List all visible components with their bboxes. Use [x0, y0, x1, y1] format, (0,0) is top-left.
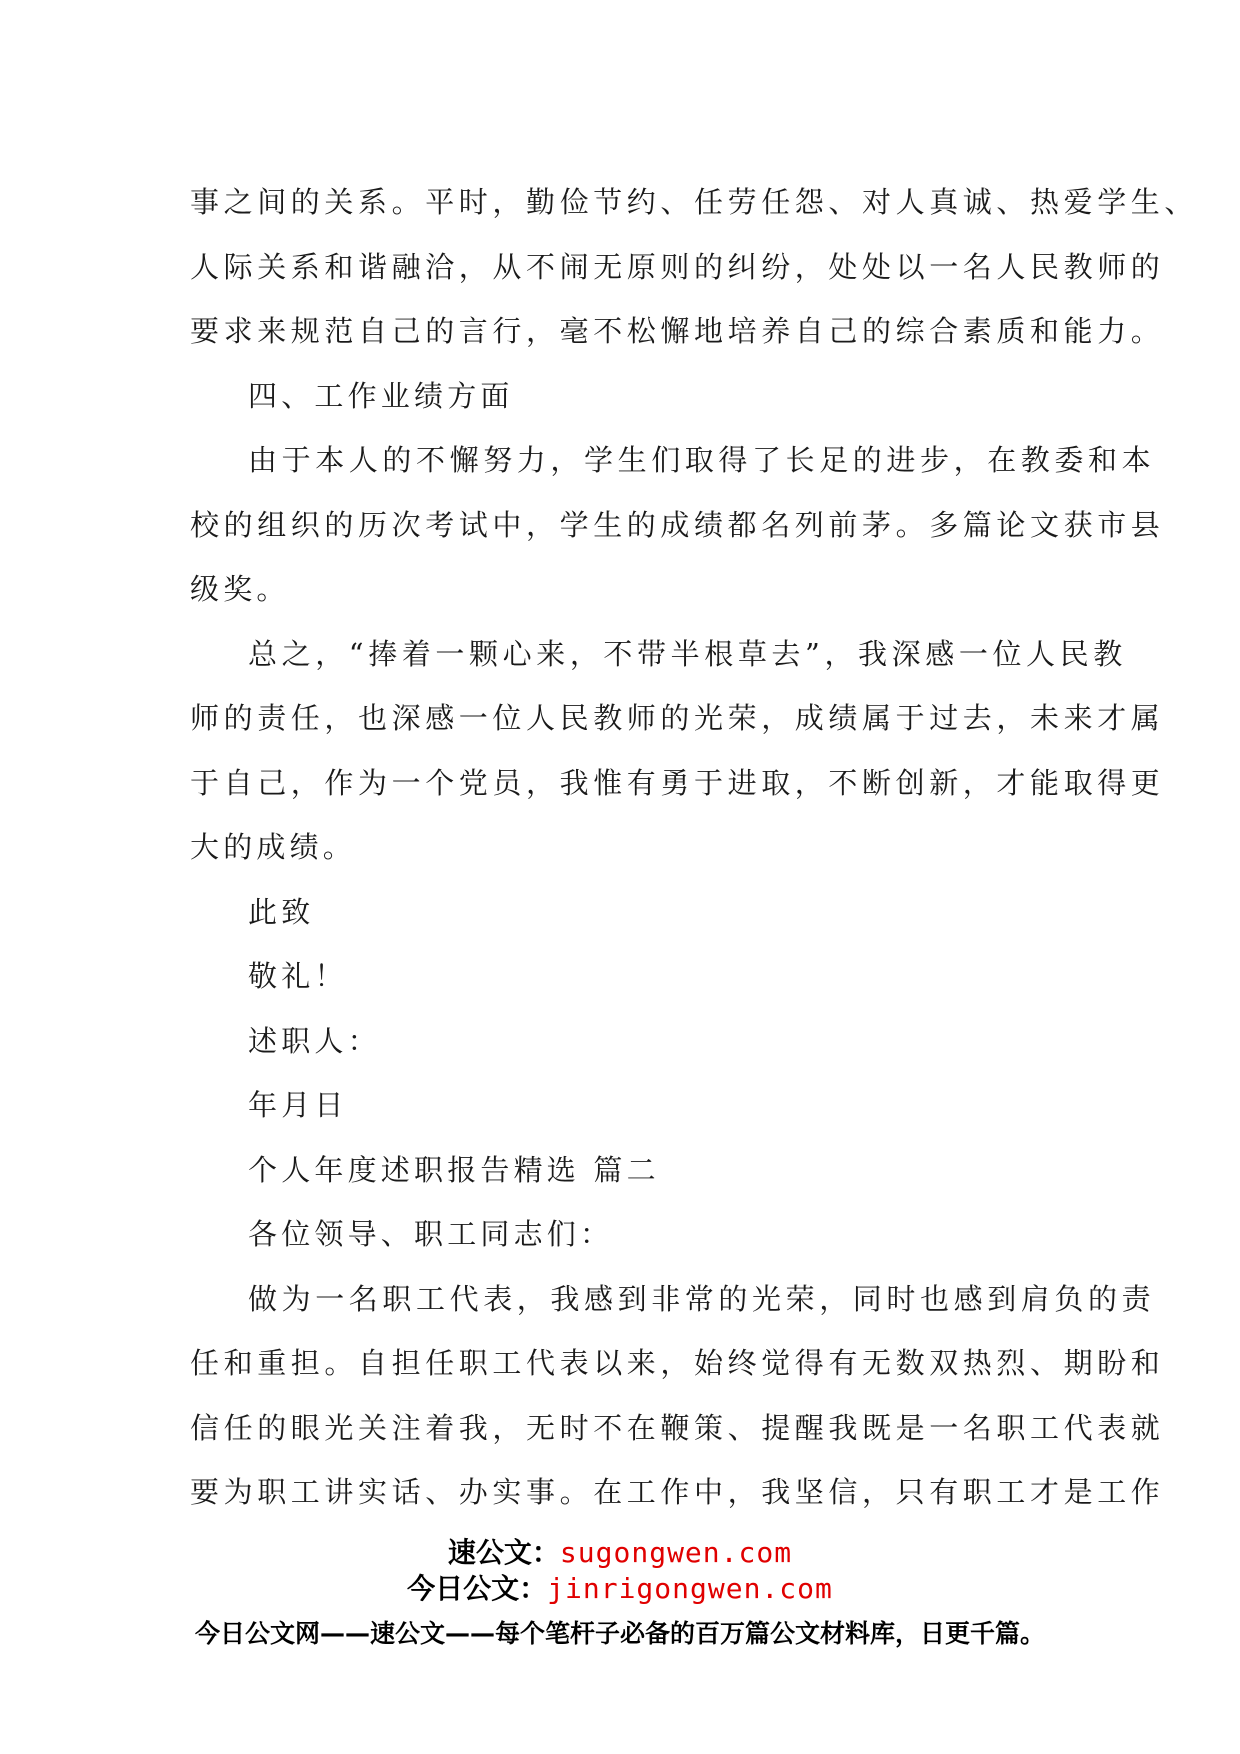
site-label: 速公文： [447, 1536, 560, 1569]
body-line: 于自己，作为一个党员，我惟有勇于进取，不断创新，才能取得更 [190, 765, 1165, 800]
site-label: 今日公文： [407, 1572, 548, 1605]
footer-site-jinrigongwen [0, 1571, 1240, 1607]
closing-regards: 敬礼！ [248, 959, 348, 993]
signature-label: 述职人： [248, 1023, 381, 1058]
section-heading: 四、工作业绩方面 [248, 378, 514, 413]
document-body [190, 170, 1199, 1525]
body-line: 由于本人的不懈努力，学生们取得了长足的进步，在教委和本 [248, 443, 1156, 477]
body-line: 要求来规范自己的言行，毫不松懈地培养自己的综合素质和能力。 [190, 314, 1165, 348]
footer [0, 1535, 1240, 1651]
body-line: 校的组织的历次考试中，学生的成绩都名列前茅。多篇论文获市县 [190, 507, 1165, 542]
body-line: 师的责任，也深感一位人民教师的光荣，成绩属于过去，未来才属 [190, 701, 1165, 735]
date-label: 年月日 [248, 1088, 348, 1122]
body-line: 级奖。 [190, 572, 290, 606]
body-line: 信任的眼光关注着我，无时不在鞭策、提醒我既是一名职工代表就 [190, 1410, 1165, 1445]
body-line: 做为一名职工代表，我感到非常的光荣，同时也感到肩负的责 [248, 1281, 1156, 1316]
body-line: 总之，“捧着一颗心来，不带半根草去”，我深感一位人民教 [248, 636, 1127, 671]
body-line: 任和重担。自担任职工代表以来，始终觉得有无数双热烈、期盼和 [190, 1346, 1165, 1380]
site-link[interactable]: sugongwen.com [559, 1536, 793, 1569]
body-line: 人际关系和谐融洽，从不闹无原则的纠纷，处处以一名人民教师的 [190, 249, 1165, 284]
report-title: 个人年度述职报告精选 篇二 [248, 1152, 660, 1187]
greeting: 各位领导、职工同志们： [248, 1217, 614, 1251]
body-line: 事之间的关系。平时，勤俭节约、任劳任怨、对人真诚、热爱学生、 [190, 185, 1199, 219]
site-link[interactable]: jinrigongwen.com [547, 1572, 833, 1605]
body-line: 大的成绩。 [190, 830, 357, 864]
body-line: 要为职工讲实话、办实事。在工作中，我坚信，只有职工才是工作 [190, 1475, 1165, 1509]
footer-site-sugongwen [0, 1535, 1240, 1571]
footer-slogan: 今日公文网——速公文——每个笔杆子必备的百万篇公文材料库，日更千篇。 [194, 1619, 1045, 1648]
closing-salutation: 此致 [248, 894, 315, 929]
